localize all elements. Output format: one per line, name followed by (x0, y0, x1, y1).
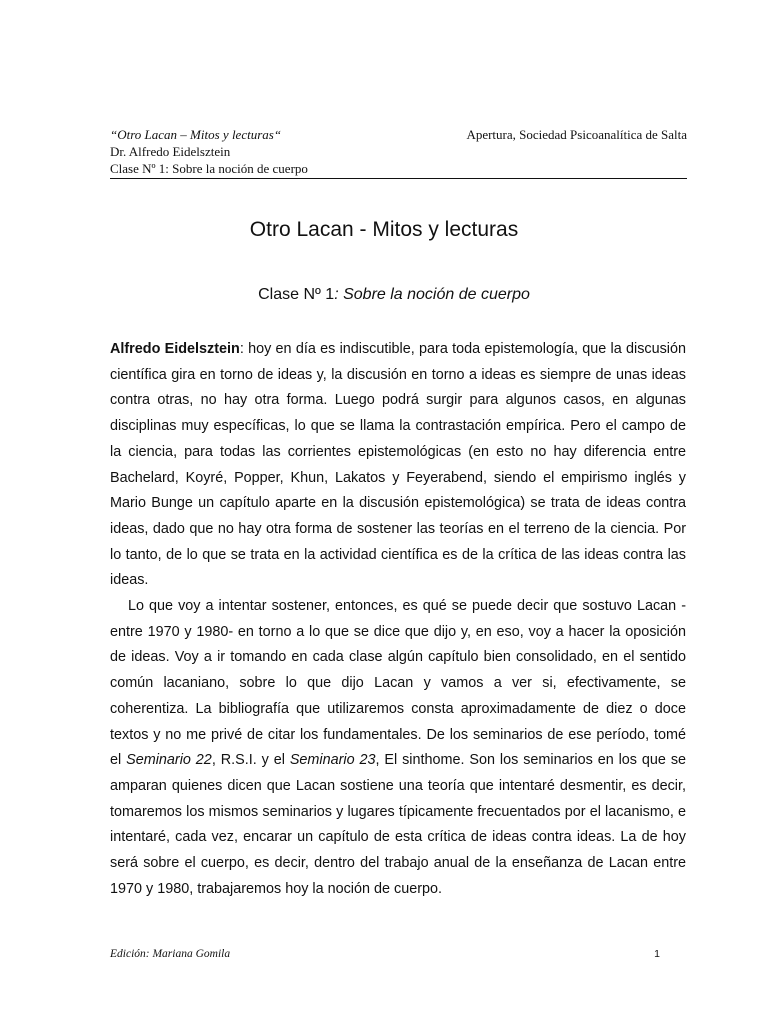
header-venue: Apertura, Sociedad Psicoanalítica de Salta (466, 127, 687, 142)
paragraph-2 (110, 594, 686, 902)
header-class-line: Clase Nº 1: Sobre la noción de cuerpo (110, 161, 308, 176)
footer-editor: Edición: Mariana Gomila (110, 948, 231, 960)
document-body (110, 337, 686, 902)
subtitle-prefix: Clase Nº 1 (258, 286, 335, 303)
speaker-name: Alfredo Eidelsztein (110, 341, 240, 357)
paragraph-2-text-a: Lo que voy a intentar sostener, entonces, es qué se puede decir que sostuvo Lacan -entre 1970 y 1980- en torno a lo que se dice que dijo y, en eso, voy a hacer la oposición de ideas. Voy a ir tomando en cada clase algún capítulo bien consolidado, en el sentido común lacaniano, sobre lo que dijo Lacan y vamos a ver si, efectivamente, se coherentiza. La bibliografía que utilizaremos consta aproximadamente de diez o doce textos y no me privé de citar los fundamentales. De los seminarios de ese período, tomé el (110, 598, 686, 769)
page-number: 1 (654, 948, 660, 960)
paragraph-2-text-b: , R.S.I. y el (211, 752, 290, 769)
page-header (110, 126, 687, 179)
paragraph-1 (110, 337, 686, 594)
paragraph-2-text-c: , El sinthome. Son los seminarios en los que se amparan quienes dicen que Lacan sostiene una teoría que intentaré desmentir, es decir, tomaremos los mismos seminarios y lugares típicamente frecuentados por el lacanismo, e intentaré, cada vez, encarar un capítulo de esta crítica de ideas contra ideas. La de hoy será sobre el cuerpo, es decir, dentro del trabajo anual de la enseñanza de Lacan entre 1970 y 1980, trabajaremos hoy la noción de cuerpo. (110, 752, 687, 897)
document-subtitle (0, 286, 768, 304)
header-title: “Otro Lacan – Mitos y lecturas“ (110, 127, 282, 142)
subtitle-rest: : Sobre la noción de cuerpo (334, 286, 530, 303)
document-title: Otro Lacan - Mitos y lecturas (249, 218, 519, 241)
paragraph-1-text: : hoy en día es indiscutible, para toda epistemología, que la discusión científica gira en torno de ideas y, la discusión en torno a ideas es siempre de unas ideas contra otras, no hay otra forma. Luego podrá surgir para algunos casos, en algunas disciplinas muy específicas, lo que se llama la contrastación empírica. Pero el campo de la ciencia, para todas las corrientes epistemológicas (en esto no hay diferencia entre Bachelard, Koyré, Popper, Khun, Lakatos y Feyerabend, siendo el empirismo inglés y Mario Bunge un capítulo aparte en la discusión epistemológica) se trata de ideas contra ideas, dado que no hay otra forma de sostener las teorías en el terreno de la ciencia. Por lo tanto, de lo que se trata en la actividad científica es de la crítica de las ideas contra las ideas. (110, 341, 686, 589)
seminario-23-ref: Seminario 23 (289, 752, 376, 769)
header-author: Dr. Alfredo Eidelsztein (110, 144, 231, 159)
seminario-22-ref: Seminario 22 (126, 752, 212, 769)
